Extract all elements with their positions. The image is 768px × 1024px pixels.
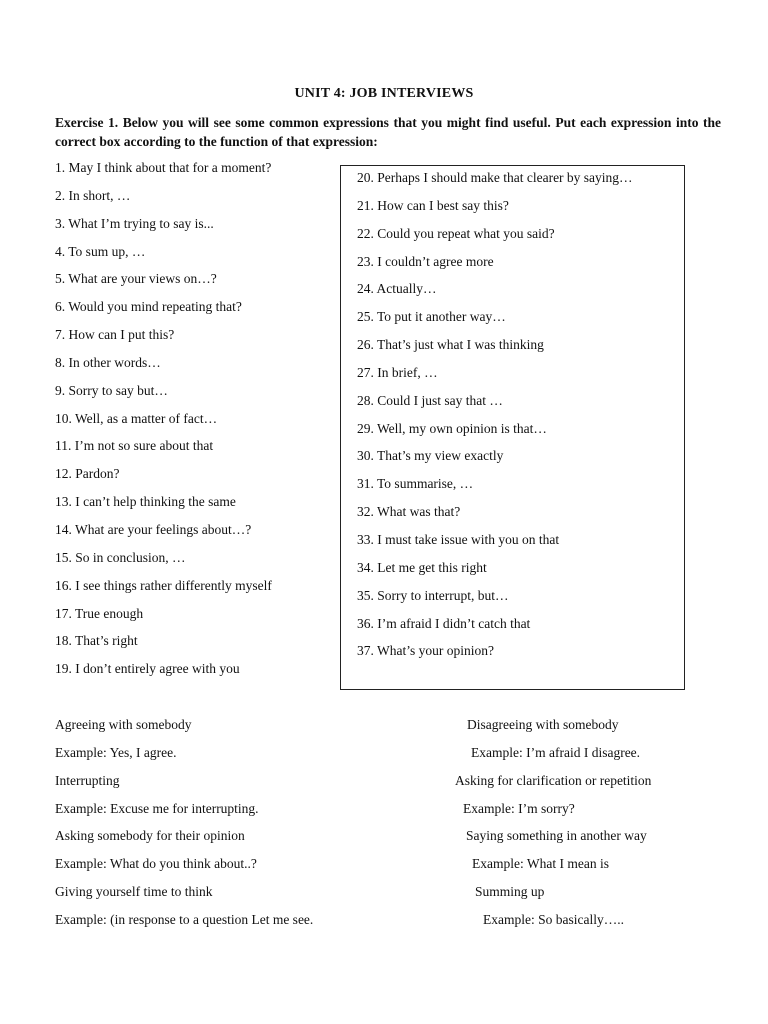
list-item: 29. Well, my own opinion is that…: [357, 420, 547, 436]
category-example: Example: So basically…..: [483, 911, 624, 927]
category-row: [0, 825, 768, 853]
category-heading-interrupting: Interrupting: [55, 772, 120, 788]
list-item: 24. Actually…: [357, 281, 437, 297]
category-example: Example: I’m afraid I disagree.: [471, 744, 641, 760]
list-item: 26. That’s just what I was thinking: [357, 337, 544, 353]
list-item: 8. In other words…: [55, 354, 161, 370]
list-item: 13. I can’t help thinking the same: [55, 494, 236, 510]
list-item: 27. In brief, …: [357, 364, 438, 380]
category-example: Example: Yes, I agree.: [55, 744, 177, 760]
list-item: 16. I see things rather differently myself: [55, 577, 272, 593]
expression-list-boxed: [357, 167, 633, 668]
category-row: [0, 798, 768, 826]
category-row: [0, 909, 768, 937]
category-row: [0, 742, 768, 770]
list-item: 30. That’s my view exactly: [357, 448, 504, 464]
list-item: 22. Could you repeat what you said?: [357, 225, 555, 241]
list-item: 35. Sorry to interrupt, but…: [357, 587, 509, 603]
category-example: Example: (in response to a question Let me see.: [55, 911, 314, 927]
list-item: 33. I must take issue with you on that: [357, 531, 560, 547]
category-heading-rephrasing: Saying something in another way: [466, 828, 647, 844]
list-item: 23. I couldn’t agree more: [357, 253, 494, 269]
list-item: 37. What’s your opinion?: [357, 643, 494, 659]
category-heading-time-to-think: Giving yourself time to think: [55, 884, 213, 900]
list-item: 31. To summarise, …: [357, 476, 474, 492]
list-item: 34. Let me get this right: [357, 559, 487, 575]
list-item: 25. To put it another way…: [357, 309, 506, 325]
category-heading-opinion: Asking somebody for their opinion: [55, 828, 245, 844]
list-item: 36. I’m afraid I didn’t catch that: [357, 615, 531, 631]
expression-list-left: [55, 157, 272, 686]
category-row: [0, 770, 768, 798]
list-item: 21. How can I best say this?: [357, 197, 509, 213]
category-example: Example: Excuse me for interrupting.: [55, 800, 259, 816]
list-item: 19. I don’t entirely agree with you: [55, 661, 240, 677]
list-item: 28. Could I just say that …: [357, 392, 503, 408]
category-heading-summing-up: Summing up: [475, 884, 545, 900]
category-row: [0, 881, 768, 909]
list-item: 10. Well, as a matter of fact…: [55, 410, 218, 426]
category-row: [0, 853, 768, 881]
list-item: 6. Would you mind repeating that?: [55, 299, 242, 315]
list-item: 14. What are your feelings about…?: [55, 521, 252, 537]
category-section: [0, 714, 768, 937]
page-title: UNIT 4: JOB INTERVIEWS: [294, 86, 474, 101]
list-item: 2. In short, …: [55, 187, 131, 203]
list-item: 7. How can I put this?: [55, 327, 175, 343]
list-item: 4. To sum up, …: [55, 243, 146, 259]
list-item: 20. Perhaps I should make that clearer by saying…: [357, 170, 633, 185]
list-item: 9. Sorry to say but…: [55, 382, 168, 398]
category-heading-agreeing: Agreeing with somebody: [55, 717, 192, 732]
list-item: 11. I’m not so sure about that: [55, 438, 214, 454]
list-item: 12. Pardon?: [55, 466, 120, 482]
category-example: Example: What do you think about..?: [55, 856, 257, 872]
exercise-instructions: Exercise 1. Below you will see some common expressions that you might find useful. Put each expression into the correct box according to the function of that expression:: [55, 115, 721, 149]
list-item: 32. What was that?: [357, 504, 461, 520]
list-item: 15. So in conclusion, …: [55, 549, 186, 565]
list-item: 5. What are your views on…?: [55, 271, 217, 287]
list-item: 18. That’s right: [55, 633, 138, 649]
category-example: Example: I’m sorry?: [463, 800, 575, 816]
category-heading-clarification: Asking for clarification or repetition: [455, 772, 652, 788]
list-item: 1. May I think about that for a moment?: [55, 160, 272, 175]
list-item: 17. True enough: [55, 605, 144, 621]
category-heading-disagreeing: Disagreeing with somebody: [467, 717, 619, 732]
list-item: 3. What I’m trying to say is...: [55, 215, 214, 231]
category-row: [0, 714, 768, 742]
category-example: Example: What I mean is: [472, 856, 609, 872]
